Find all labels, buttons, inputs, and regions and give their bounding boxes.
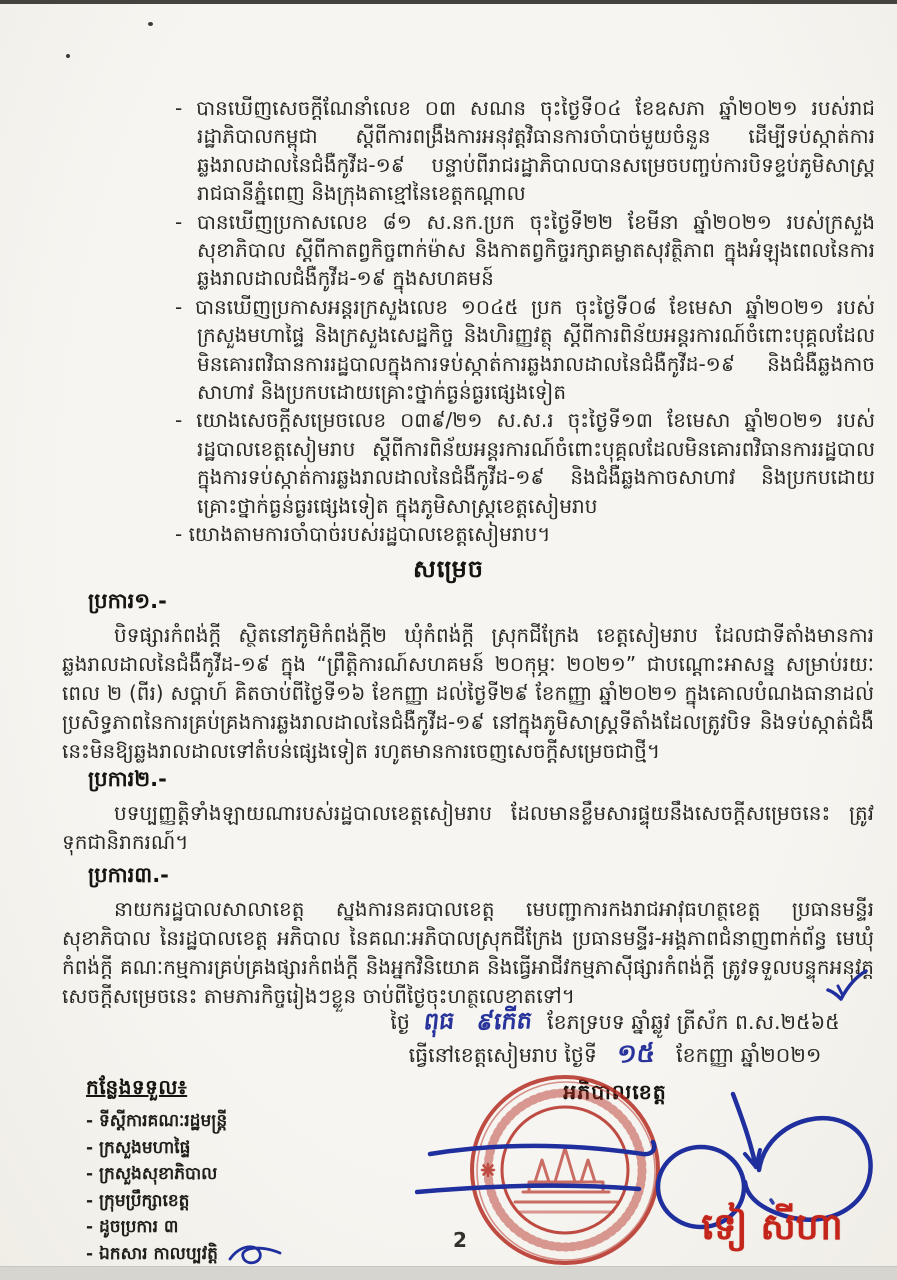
scan-top-edge xyxy=(0,0,897,4)
article-1-label: ប្រការ១.- xyxy=(88,589,167,613)
lunar-date-suffix: ខែភទ្របទ ឆ្នាំឆ្លូវ ត្រីស័ក ព.ស.២៥៦៥ xyxy=(547,1010,840,1034)
lunar-date-line xyxy=(348,1006,882,1039)
cc-item-text: ទីស្តីការគណៈរដ្ឋមន្ត្រី xyxy=(98,1111,228,1131)
bullet-dash: - xyxy=(175,408,183,433)
cc-item-text: ក្រសួងមហាផ្ទៃ xyxy=(98,1137,191,1158)
handwritten-solar-day: ១៥ xyxy=(615,1038,658,1070)
bullet-dash: - xyxy=(175,209,183,234)
article-1-body: បិទផ្សារកំពង់ក្តី ស្ថិតនៅភូមិកំពង់ក្តី២ ឃុំកំពង់ក្តី ស្រុកជីក្រែង ខេត្តសៀមរាប ដែលជាទីតាំងមានការឆ្លងរាលដាលនៃជំងឺកូវីដ-១៩ ក្នុង “ព្រឹត្តិការណ៍សហគមន៍ ២០កុម្ភៈ ២០២១” ជាបណ្តោះអាសន្ន សម្រាប់រយៈពេល ២ (ពីរ) សប្តាហ៍ គិតចាប់ពីថ្ងៃទី១៦ ខែកញ្ញា ដល់ថ្ងៃទី២៩ ខែកញ្ញា ឆ្នាំ២០២១ ក្នុងគោលបំណងធានាដល់ប្រសិទ្ធភាពនៃការគ្រប់គ្រងការឆ្លងរាលដាលនៃជំងឺកូវីដ-១៩ នៅក្នុងភូមិសាស្ត្រទីតាំងដែលត្រូវបិទ និងទប់ស្កាត់ជំងឺនេះមិនឱ្យឆ្លងរាលដាលទៅតំបន់ផ្សេងទៀត រហូតមានការចេញសេចក្តីសម្រេចជាថ្មី។ xyxy=(62,623,874,763)
cc-item xyxy=(86,1135,386,1162)
bullet-dash: - xyxy=(175,96,183,120)
citation-item xyxy=(175,520,875,548)
blue-ink-tick-icon xyxy=(824,968,870,1004)
page-number: 2 xyxy=(453,1228,467,1252)
cc-item xyxy=(86,1108,386,1135)
decision-heading: សម្រេច xyxy=(412,555,485,583)
place-date-line xyxy=(348,1039,882,1072)
article-2-body: បទប្បញ្ញត្តិទាំងឡាយណារបស់រដ្ឋបាលខេត្តសៀមរាប ដែលមានខ្លឹមសារផ្ទុយនឹងសេចក្តីសម្រេចនេះ ត្រូវទុកជានិរាករណ៍។ xyxy=(62,801,874,854)
bullet-dash: - xyxy=(86,1137,94,1158)
citation-item xyxy=(175,208,875,293)
blue-ink-flourish-icon xyxy=(228,1241,282,1267)
cc-item xyxy=(86,1188,386,1215)
preamble-citations xyxy=(175,94,875,549)
article-3-body: នាយករដ្ឋបាលសាលាខេត្ត ស្នងការនគរបាលខេត្ត មេបញ្ជាការកងរាជអាវុធហត្ថខេត្ត ប្រធានមន្ទីរសុខាភិបាល នៃរដ្ឋបាលខេត្ត អភិបាល នៃគណៈអភិបាលស្រុកជីក្រែង ប្រធានមន្ទីរ-អង្គភាពជំនាញពាក់ព័ន្ធ មេឃុំកំពង់ក្តី គណៈកម្មការគ្រប់គ្រងផ្សារកំពង់ក្តី និងអ្នកវិនិយោគ និងធ្វើអាជីវកម្មភាស៊ីផ្សារកំពង់ក្តី ត្រូវទទួលបន្ទុកអនុវត្តសេចក្តីសម្រេចនេះ តាមភារកិច្ចរៀងៗខ្លួន ចាប់ពីថ្ងៃចុះហត្ថលេខាតទៅ។ xyxy=(62,897,874,1008)
signature-date-block xyxy=(348,1006,882,1109)
scan-speck xyxy=(148,22,153,26)
article-2-label: ប្រការ២.- xyxy=(88,767,167,791)
place-date-prefix: ធ្វើនៅខេត្តសៀមរាប ថ្ងៃទី xyxy=(408,1043,597,1067)
bullet-dash: - xyxy=(86,1217,94,1237)
signer-name: ទៀ សីហា xyxy=(701,1205,843,1248)
scan-speck xyxy=(66,54,70,58)
signer-title: អភិបាលខេត្ត xyxy=(563,1080,667,1104)
cc-item xyxy=(86,1214,386,1241)
bullet-dash: - xyxy=(175,294,183,319)
cc-heading: កន្លែងទទួល៖ xyxy=(86,1075,188,1099)
bullet-dash: - xyxy=(86,1190,94,1211)
cc-block xyxy=(86,1074,386,1267)
article-1 xyxy=(62,588,874,766)
citation-text: បានឃើញប្រកាសអន្តរក្រសួងលេខ ១០៤៥ ប្រក ចុះថ្ងៃទី០៨ ខែមេសា ឆ្នាំ២០២១ របស់ក្រសួងមហាផ្ទៃ និងក្រសួងសេដ្ឋកិច្ច និងហិរញ្ញវត្ថុ ស្តីពីការពិន័យអន្តរការណ៍ចំពោះបុគ្គលដែលមិនគោរពវិធានការរដ្ឋបាលក្នុងការទប់ស្កាត់ការឆ្លងរាលដាលនៃជំងឺកូវីដ-១៩ និងជំងឺឆ្លងកាចសាហាវ និងប្រកបដោយគ្រោះថ្នាក់ធ្ងន់ធ្ងរផ្សេងទៀត xyxy=(194,294,876,405)
citation-text: យោងតាមការចាំបាច់របស់រដ្ឋបាលខេត្តសៀមរាប។ xyxy=(188,522,551,547)
citation-text: បានឃើញសេចក្តីណែនាំលេខ ០៣ សណន ចុះថ្ងៃទី០៤ ខែឧសភា ឆ្នាំ២០២១ របស់រាជរដ្ឋាភិបាលកម្ពុជា ស្តីពីការពង្រឹងការអនុវត្តវិធានការចាំបាច់មួយចំនួន ដើម្បីទប់ស្កាត់ការឆ្លងរាលដាលនៃជំងឺកូវីដ-១៩ បន្ទាប់ពីរាជរដ្ឋាភិបាលបានសម្រេចបញ្ចប់ការបិទខ្ទប់ភូមិសាស្ត្រ រាជធានីភ្នំពេញ និងក្រុងតាខ្មៅនៃខេត្តកណ្តាល xyxy=(196,96,875,206)
bullet-dash: - xyxy=(175,522,183,547)
citation-item xyxy=(175,94,875,208)
cc-item xyxy=(86,1241,386,1268)
bullet-dash: - xyxy=(86,1243,94,1264)
lunar-date-prefix: ថ្ងៃ xyxy=(390,1010,410,1034)
bullet-dash: - xyxy=(86,1111,94,1131)
article-3-label: ប្រការ៣.- xyxy=(88,863,169,887)
cc-item-text: ដូចប្រការ ៣ xyxy=(98,1217,179,1237)
cc-item-text: ឯកសារ កាលប្បវត្តិ xyxy=(98,1243,218,1264)
cc-item-text: ក្រុមប្រឹក្សាខេត្ត xyxy=(98,1190,190,1211)
handwritten-weekday: ពុធ xyxy=(422,1006,457,1036)
handwritten-lunar-day: ៩កើត xyxy=(475,1006,535,1036)
place-date-suffix: ខែកញ្ញា ឆ្នាំ២០២១ xyxy=(676,1043,822,1067)
bullet-dash: - xyxy=(86,1164,94,1184)
cc-item xyxy=(86,1161,386,1188)
scan-bottom-edge xyxy=(0,1266,897,1280)
article-2 xyxy=(62,766,874,857)
citation-text: បានឃើញប្រកាសលេខ ៨១ ស.នក.ប្រក ចុះថ្ងៃទី២២ ខែមីនា ឆ្នាំ២០២១ របស់ក្រសួងសុខាភិបាល ស្តីពីកាតព្វកិច្ចពាក់ម៉ាស និងកាតព្វកិច្ចរក្សាគម្លាតសុវត្ថិភាព ក្នុងអំឡុងពេលនៃការឆ្លងរាលដាលជំងឺកូវីដ-១៩ ក្នុងសហគមន៍ xyxy=(196,209,875,291)
article-3 xyxy=(62,862,874,1011)
cc-item-text: ក្រសួងសុខាភិបាល xyxy=(98,1164,218,1184)
citation-text: យោងសេចក្តីសម្រេចលេខ ០៣៩/២១ ស.ស.រ ចុះថ្ងៃទី១៣ ខែមេសា ឆ្នាំ២០២១ របស់រដ្ឋបាលខេត្តសៀមរាប ស្តីពីការពិន័យអន្តរការណ៍ចំពោះបុគ្គលដែលមិនគោរពវិធានការរដ្ឋបាល ក្នុងការទប់ស្កាត់ការឆ្លងរាលដាលនៃជំងឺកូវីដ-១៩ និងជំងឺឆ្លងកាចសាហាវ និងប្រកបដោយគ្រោះថ្នាក់ធ្ងន់ធ្ងរផ្សេងទៀត ក្នុងភូមិសាស្ត្រខេត្តសៀមរាប xyxy=(196,408,875,518)
citation-item xyxy=(175,406,875,520)
citation-item xyxy=(175,293,875,407)
